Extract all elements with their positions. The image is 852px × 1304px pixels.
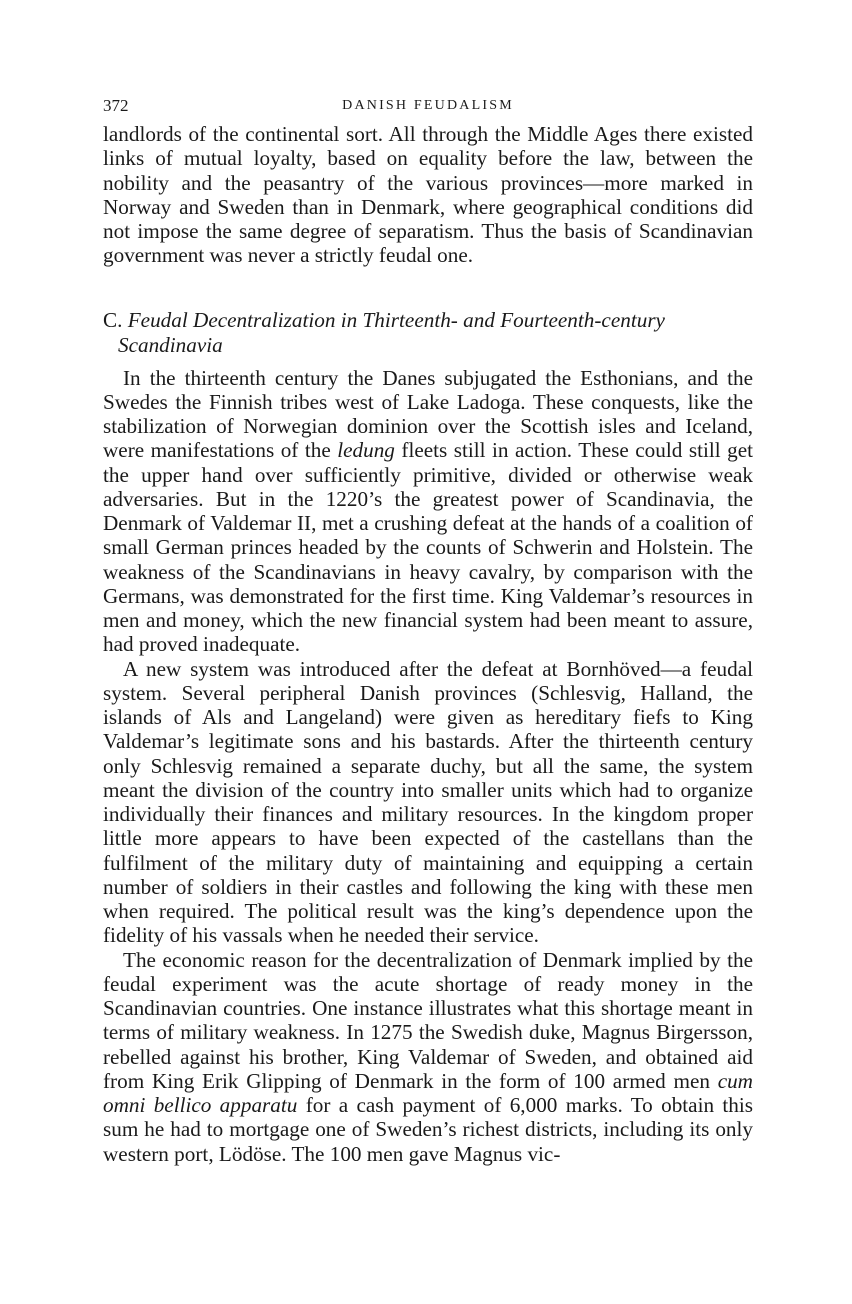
section-letter: C. bbox=[103, 307, 123, 332]
paragraph-text: fleets still in action. These could still get the upper hand over sufficiently primitive, divided or otherwise weak adversaries. But in the 1220’s the greatest power of Scandinavia, the Denmark of Valdemar II, met a crushing defeat at the hands of a coalition of small German princes headed by the counts of Schwerin and Holstein. The weakness of the Scandinavians in heavy cavalry, by comparison with the Germans, was demonstrated for the first time. King Valdemar’s resources in men and money, which the new financial system had been meant to assure, had proved inadequate. bbox=[103, 438, 753, 657]
paragraph-text: The economic reason for the decentralization of Denmark implied by the feudal experiment was the acute shortage of ready money in the Scandinavian countries. One instance illustrates what this shortage meant in terms of military weakness. In 1275 the Swedish duke, Magnus Birgersson, rebelled against his brother, King Valdemar of Sweden, and obtained aid from King Erik Glipping of Denmark in the form of 100 armed men bbox=[103, 947, 753, 1093]
section-title-line2: Scandinavia bbox=[118, 332, 223, 357]
paragraph-new-system: A new system was introduced after the defeat at Bornhöved—a feudal system. Several peripheral Danish provinces (Schlesvig, Halland, the islands of Als and Langeland) were given as hereditary fiefs to King Valdemar’s legitimate sons and his bastards. After the thirteenth century only Schlesvig remained a separate duchy, but all the same, the system meant the division of the country into smaller units which had to organize individually their finances and military resources. In the kingdom proper little more appears to have been expected of the castellans than the fulfilment of the military duty of maintaining and equipping a certain number of soldiers in their castles and following the king with these men when required. The political result was the king’s dependence upon the fidelity of his vassals when he needed their service. bbox=[103, 656, 753, 948]
paragraph-text: In the thirteenth century the Danes subjugated the Esthonians, and the Swedes the Finnish tribes west of Lake Ladoga. These conquests, like the stabilization of Norwegian dominion over the Scottish isles and Iceland, were manifestations of the bbox=[103, 365, 753, 463]
section-heading bbox=[103, 308, 753, 358]
paragraph-continued: landlords of the continental sort. All through the Middle Ages there existed links of mutual loyalty, based on equality before the law, between the nobility and the peasantry of the various provinces—more marked in Norway and Sweden than in Denmark, where geographical conditions did not impose the same degree of separatism. Thus the basis of Scandinavian government was never a strictly feudal one. bbox=[103, 122, 753, 268]
running-title: DANISH FEUDALISM bbox=[342, 98, 514, 113]
book-page bbox=[103, 94, 753, 1166]
italic-latin-phrase: cum omni bellico apparatu bbox=[103, 1068, 753, 1117]
running-head bbox=[103, 94, 753, 118]
paragraph-text: for a cash payment of 6,000 marks. To obtain this sum he had to mortgage one of Sweden’s richest districts, including its only western port, Lödöse. The 100 men gave Magnus vic- bbox=[103, 1093, 753, 1166]
section-title-line1: Feudal Decentralization in Thirteenth- and Fourteenth-century bbox=[127, 307, 665, 332]
italic-term: ledung bbox=[337, 438, 395, 463]
paragraph-conquests bbox=[103, 366, 753, 657]
page-number: 372 bbox=[103, 96, 129, 115]
paragraph-economic-reason bbox=[103, 948, 753, 1166]
